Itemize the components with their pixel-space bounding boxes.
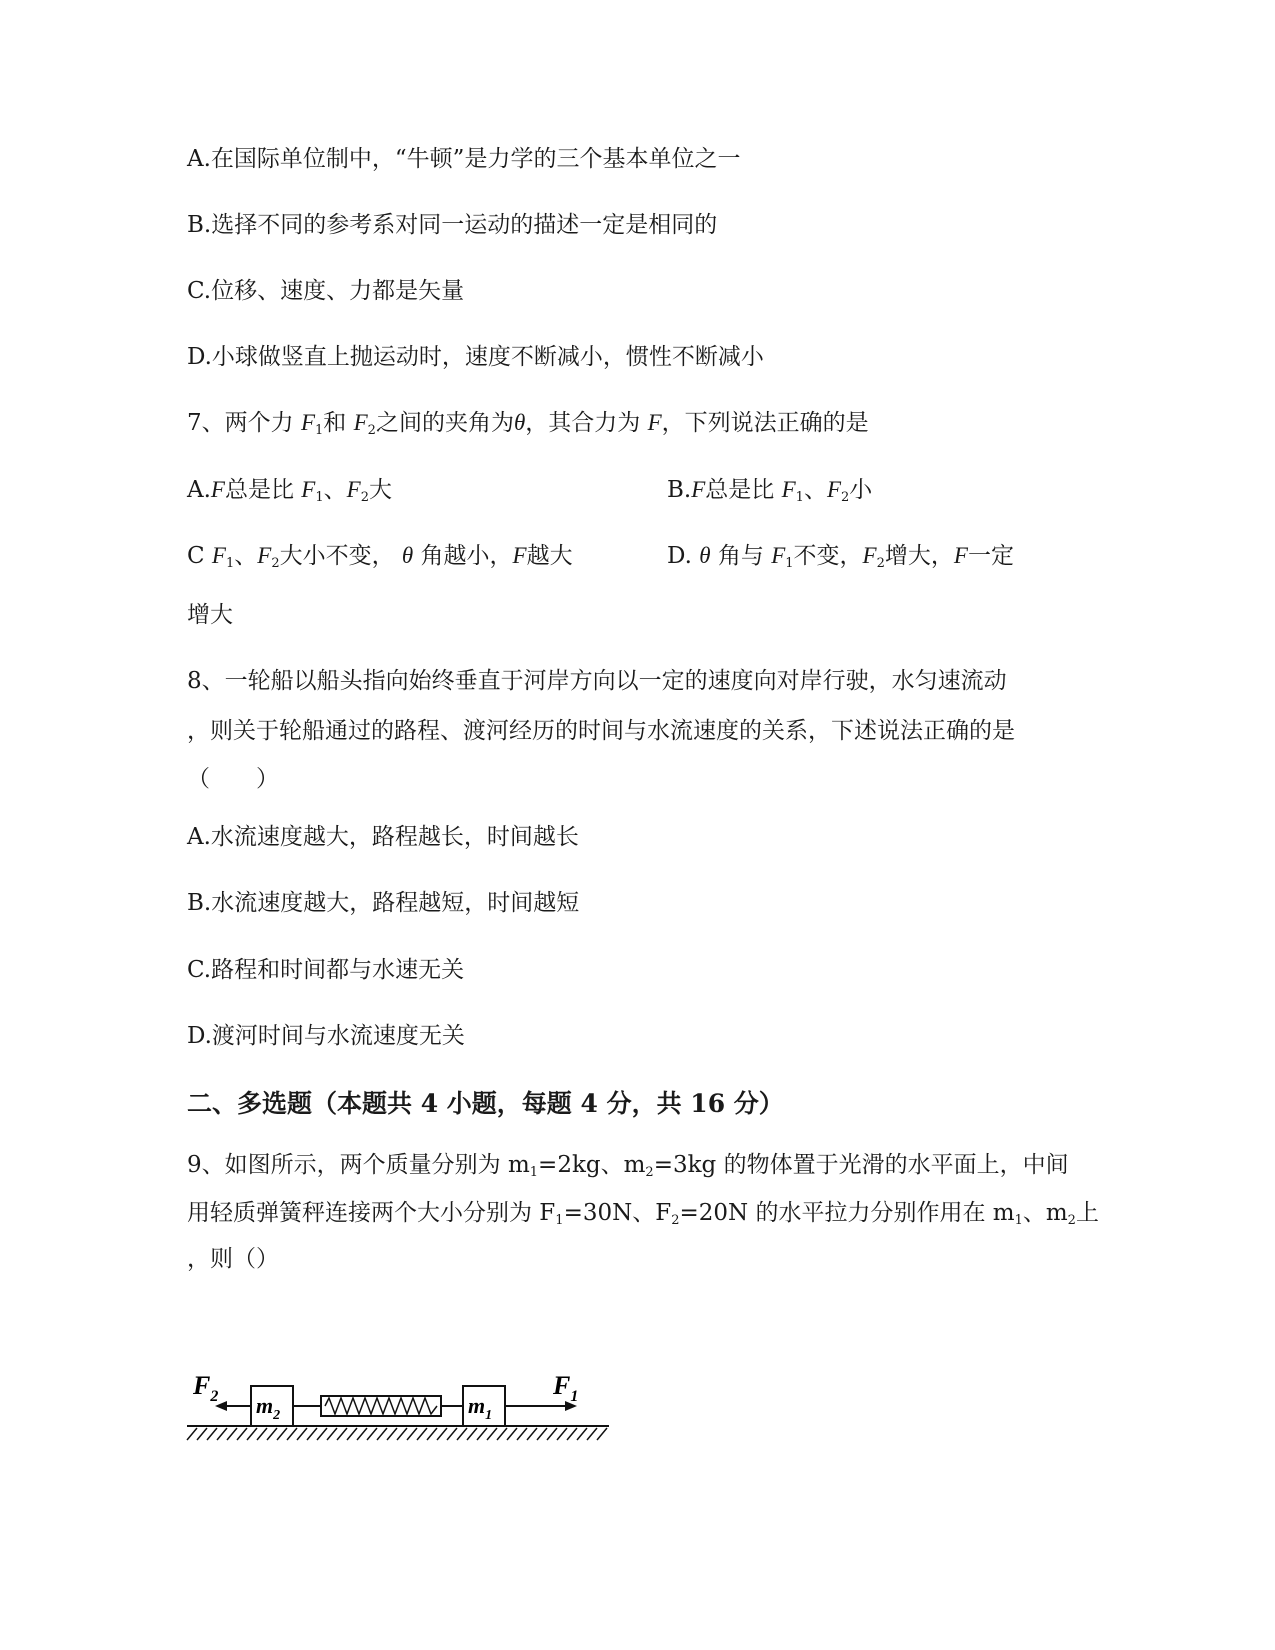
q8-option-d: D.渡河时间与水流速度无关	[187, 1023, 465, 1049]
q7-option-d-continued: 增大	[187, 602, 233, 628]
spring-scale-casing	[321, 1396, 441, 1416]
q8-option-b: B.水流速度越大，路程越短，时间越短	[187, 890, 580, 916]
f1-label: $F_1$	[553, 1371, 579, 1405]
q9-stem-line1: 9、如图所示，两个质量分别为 $m_1=2kg$、$m_2=3kg$ 的物体置于光滑的水平面上，中间	[187, 1152, 1069, 1180]
q7-option-d: D. θ 角与 $F_1$不变，$F_2$增大，F一定	[667, 543, 1014, 571]
q8-stem-line1: 8、一轮船以船头指向始终垂直于河岸方向以一定的速度向对岸行驶，水匀速流动	[187, 668, 1007, 694]
f2-label: $F_2$	[193, 1371, 219, 1405]
spring-mass-figure	[185, 1368, 615, 1448]
q7-option-b: B.F总是比 $F_1$、$F_2$小	[667, 477, 873, 505]
q6-option-b: B.选择不同的参考系对同一运动的描述一定是相同的	[187, 212, 718, 238]
q8-stem-line3: （ ）	[187, 766, 279, 792]
m2-label: $m_2$	[256, 1393, 281, 1423]
q6-option-c: C.位移、速度、力都是矢量	[187, 278, 465, 304]
m1-label: $m_1$	[468, 1393, 493, 1423]
q9-stem-line3: ，则（）	[187, 1246, 279, 1272]
q9-stem-line2: 用轻质弹簧秤连接两个大小分别为 $F_1=30N$、$F_2=20N$ 的水平拉力分别作用在 $m_1$、$m_2$上	[187, 1200, 1099, 1228]
q8-stem-line2: ，则关于轮船通过的路程、渡河经历的时间与水流速度的关系，下述说法正确的是	[187, 718, 1015, 744]
section-heading: 二、多选题（本题共 4 小题，每题 4 分，共 16 分）	[187, 1089, 784, 1118]
q6-option-a: A.在国际单位制中，“牛顿”是力学的三个基本单位之一	[187, 146, 741, 172]
q8-option-a: A.水流速度越大，路程越长，时间越长	[187, 824, 579, 850]
ground-hatching	[187, 1428, 607, 1440]
q8-option-c: C.路程和时间都与水速无关	[187, 957, 465, 983]
q7-option-a: A.F总是比 $F_1$、$F_2$大	[187, 477, 392, 505]
q6-option-d: D.小球做竖直上抛运动时，速度不断减小，惯性不断减小	[187, 344, 764, 370]
q7-option-c: C $F_1$、$F_2$大小不变， θ 角越小，F越大	[187, 543, 573, 571]
q7-stem: 7、两个力 $F_1$和 $F_2$之间的夹角为θ，其合力为 F，下列说法正确的是	[187, 410, 869, 438]
